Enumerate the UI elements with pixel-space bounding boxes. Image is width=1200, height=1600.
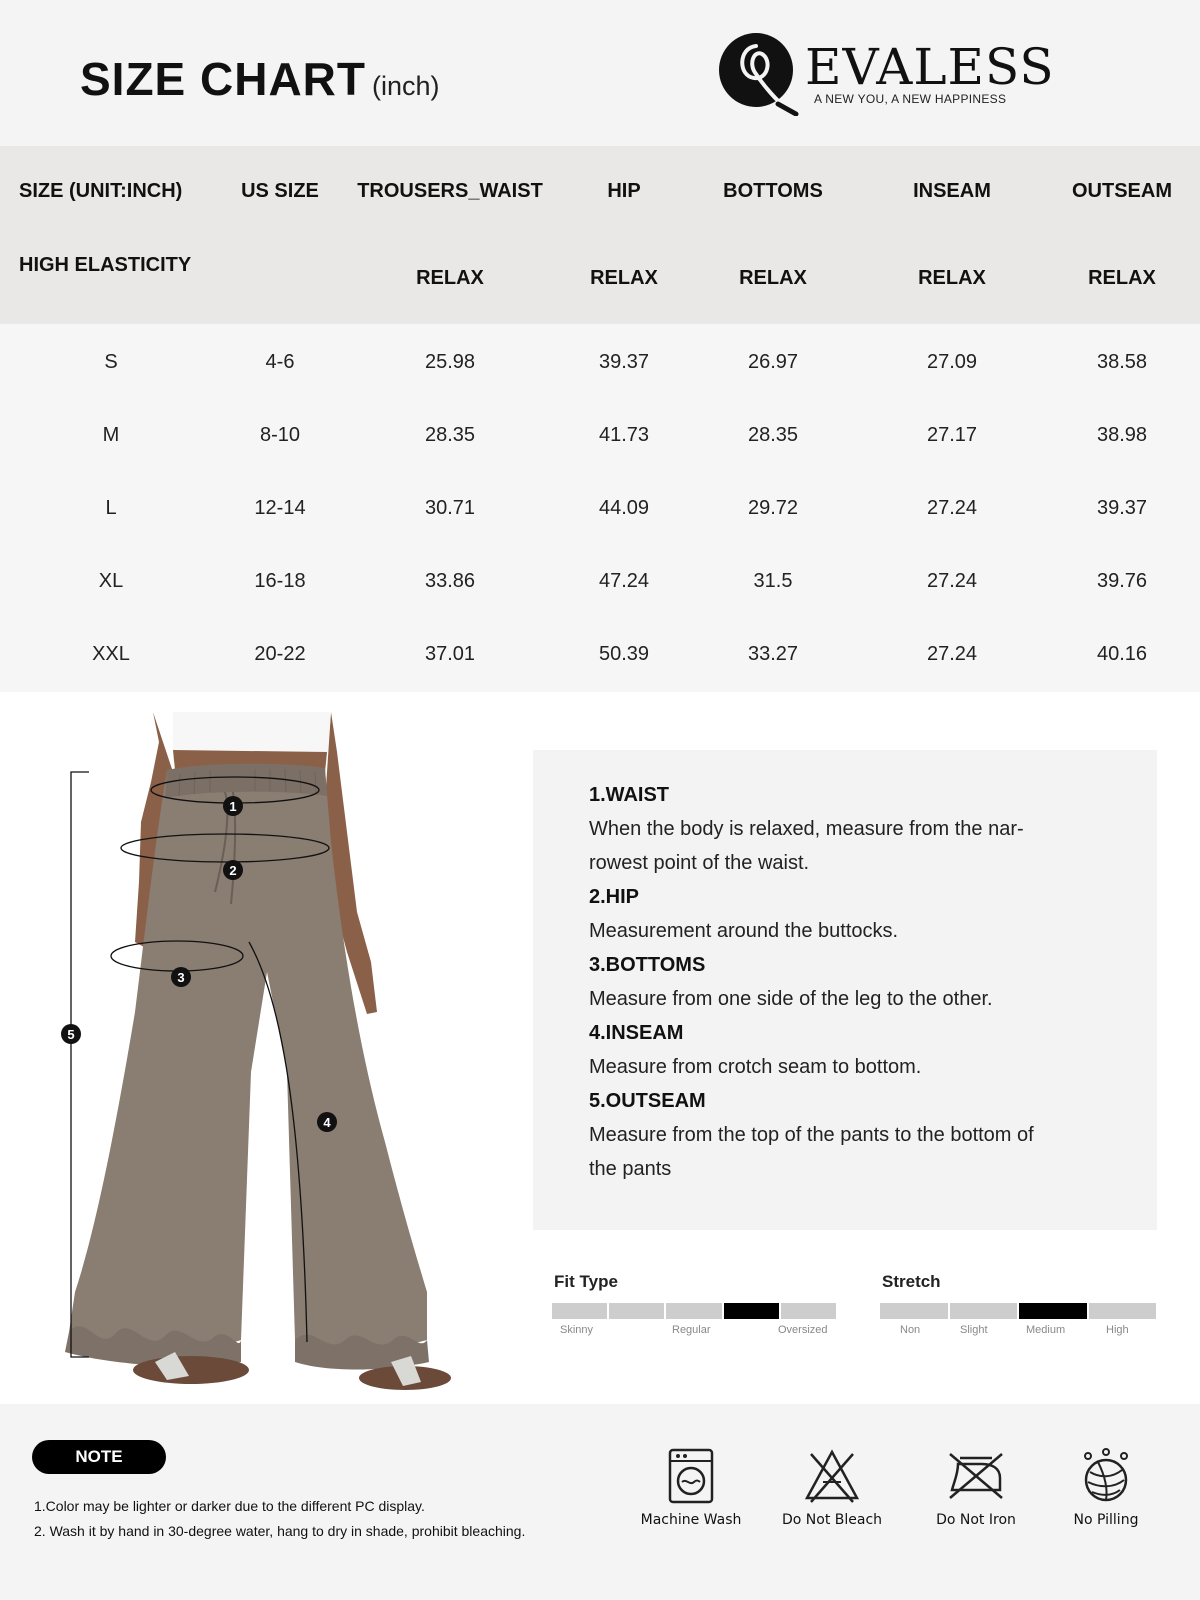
table-cell: 4-6 xyxy=(265,351,295,373)
guide-waist-text: rowest point of the waist. xyxy=(589,852,810,874)
table-cell: 47.24 xyxy=(598,570,650,592)
svg-text:5: 5 xyxy=(67,1027,75,1042)
stretch-label-medium: Medium xyxy=(1026,1324,1066,1336)
guide-hip-text: Measurement around the buttocks. xyxy=(589,920,899,942)
table-cell: 25.98 xyxy=(424,351,476,373)
note-line: 1.Color may be lighter or darker due to the different PC display. xyxy=(34,1498,425,1514)
table-cell: 39.76 xyxy=(1096,570,1148,592)
subheader-relax: RELAX xyxy=(739,267,807,289)
table-cell: 8-10 xyxy=(259,424,301,446)
no-pilling-icon xyxy=(1078,1448,1134,1504)
table-cell: 28.35 xyxy=(424,424,476,446)
table-cell: L xyxy=(105,497,117,519)
guide-bottoms-text: Measure from one side of the leg to the other. xyxy=(589,988,993,1010)
table-cell: 27.17 xyxy=(926,424,978,446)
stretch-label-slight: Slight xyxy=(960,1324,988,1336)
size-table-body xyxy=(0,324,1200,692)
fit-label-skinny: Skinny xyxy=(560,1324,594,1336)
header-outseam: OUTSEAM xyxy=(1072,180,1172,202)
page-title: SIZE CHART (inch) xyxy=(80,53,440,105)
table-cell: 30.71 xyxy=(424,497,476,519)
care-label: Do Not Iron xyxy=(936,1512,1016,1528)
header-bottoms: BOTTOMS xyxy=(723,180,823,202)
machine-wash-icon xyxy=(668,1448,714,1504)
stretch-label-non: Non xyxy=(900,1324,921,1336)
fit-type-segment-active xyxy=(724,1303,779,1319)
table-cell: XL xyxy=(98,570,124,592)
guide-outseam-text: the pants xyxy=(589,1158,672,1180)
header-high-elasticity: HIGH ELASTICITY xyxy=(19,254,192,276)
table-cell: 29.72 xyxy=(747,497,799,519)
table-cell: 44.09 xyxy=(598,497,650,519)
marker-2 xyxy=(223,860,243,880)
guide-inseam-text: Measure from crotch seam to bottom. xyxy=(589,1056,922,1078)
header-us-size: US SIZE xyxy=(241,180,319,202)
fit-type-title: Fit Type xyxy=(554,1272,618,1291)
guide-waist-title: 1.WAIST xyxy=(589,784,670,806)
model-figure xyxy=(55,712,485,1402)
table-cell: 26.97 xyxy=(747,351,799,373)
svg-text:1: 1 xyxy=(229,799,237,814)
table-cell: 33.86 xyxy=(424,570,476,592)
stretch-segment xyxy=(1089,1303,1157,1319)
subheader-relax: RELAX xyxy=(1088,267,1156,289)
footer xyxy=(0,1404,1200,1600)
guide-bottoms-title: 3.BOTTOMS xyxy=(589,954,706,976)
svg-text:4: 4 xyxy=(323,1115,331,1130)
brand-logo-icon xyxy=(718,30,800,116)
table-cell: XXL xyxy=(92,643,130,665)
fit-type-segment xyxy=(609,1303,664,1319)
table-cell: 27.24 xyxy=(926,497,978,519)
care-label: Do Not Bleach xyxy=(781,1512,883,1528)
fit-type-segment xyxy=(781,1303,836,1319)
care-do-not-bleach xyxy=(772,1448,892,1528)
header xyxy=(0,0,1200,146)
header-size: SIZE (UNIT:INCH) xyxy=(19,180,183,202)
guide-hip-title: 2.HIP xyxy=(589,886,640,908)
svg-text:3: 3 xyxy=(177,970,185,985)
table-cell: 33.27 xyxy=(747,643,799,665)
table-cell: 28.35 xyxy=(747,424,799,446)
stretch-segment xyxy=(950,1303,1018,1319)
guide-outseam-title: 5.OUTSEAM xyxy=(589,1090,706,1112)
fit-type-segment xyxy=(552,1303,607,1319)
guide-outseam-text: Measure from the top of the pants to the bottom of xyxy=(589,1124,1034,1146)
header-waist: TROUSERS_WAIST xyxy=(357,180,543,202)
table-cell: 38.58 xyxy=(1096,351,1148,373)
table-cell: 40.16 xyxy=(1096,643,1148,665)
do-not-bleach-icon xyxy=(803,1448,861,1504)
measurement-guide xyxy=(533,750,1157,1230)
stretch-label-high: High xyxy=(1106,1324,1129,1336)
stretch-title: Stretch xyxy=(882,1272,941,1291)
fit-label-regular: Regular xyxy=(672,1324,711,1336)
table-cell: 41.73 xyxy=(598,424,650,446)
table-cell: 37.01 xyxy=(424,643,476,665)
table-cell: M xyxy=(102,424,120,446)
note-line: 2. Wash it by hand in 30-degree water, hang to dry in shade, prohibit bleaching. xyxy=(34,1523,526,1539)
care-do-not-iron xyxy=(916,1448,1036,1528)
fit-type-segment xyxy=(666,1303,721,1319)
header-inseam: INSEAM xyxy=(913,180,991,202)
title-unit: (inch) xyxy=(372,71,440,101)
brand-name: EVALESS xyxy=(805,38,1055,96)
guide-inseam-title: 4.INSEAM xyxy=(589,1022,684,1044)
left-foot xyxy=(133,1356,249,1384)
table-cell: 20-22 xyxy=(254,643,306,665)
subheader-relax: RELAX xyxy=(590,267,658,289)
subheader-relax: RELAX xyxy=(416,267,484,289)
table-cell: 16-18 xyxy=(254,570,306,592)
stretch-segment xyxy=(880,1303,948,1319)
do-not-iron-icon xyxy=(946,1448,1006,1504)
marker-3 xyxy=(171,967,191,987)
table-cell: 27.09 xyxy=(926,351,978,373)
care-label: No Pilling xyxy=(1073,1512,1139,1528)
table-cell: 39.37 xyxy=(598,351,650,373)
marker-1 xyxy=(223,796,243,816)
note-badge: NOTE xyxy=(32,1440,166,1474)
care-no-pilling xyxy=(1046,1448,1166,1528)
care-machine-wash xyxy=(631,1448,751,1528)
table-cell: 27.24 xyxy=(926,643,978,665)
header-hip: HIP xyxy=(607,180,641,202)
care-label: Machine Wash xyxy=(640,1512,742,1528)
table-cell: 39.37 xyxy=(1096,497,1148,519)
table-cell: S xyxy=(104,351,118,373)
table-cell: 31.5 xyxy=(753,570,793,592)
table-cell: 38.98 xyxy=(1096,424,1148,446)
table-cell: 12-14 xyxy=(254,497,306,519)
marker-5 xyxy=(61,1024,81,1044)
wide-leg-pants xyxy=(69,766,427,1350)
table-cell: 50.39 xyxy=(598,643,650,665)
table-cell: 27.24 xyxy=(926,570,978,592)
stretch-segment-active xyxy=(1019,1303,1087,1319)
guide-waist-text: When the body is relaxed, measure from the nar- xyxy=(589,818,1024,840)
fit-label-oversized: Oversized xyxy=(778,1324,828,1336)
marker-4 xyxy=(317,1112,337,1132)
svg-text:2: 2 xyxy=(229,863,237,878)
brand-tagline: A NEW YOU, A NEW HAPPINESS xyxy=(814,92,1007,106)
size-table-header xyxy=(0,146,1200,324)
subheader-relax: RELAX xyxy=(918,267,986,289)
